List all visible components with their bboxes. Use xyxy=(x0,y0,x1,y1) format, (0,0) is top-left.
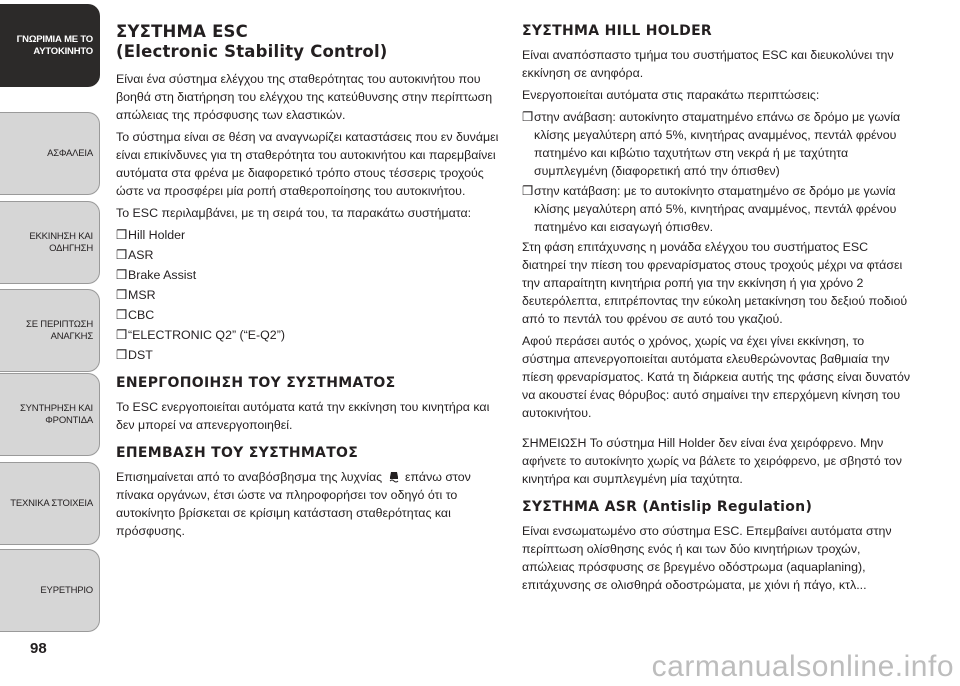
list-item: ❒ στην κατάβαση: με το αυτοκίνητο σταματημένο σε δρόμο με γωνία κλίσης μεγαλύτερη από 5%, κινητήρας αναμμένος, πεντάλ φρένου πατημένο και εισαγωγή όπισθεν. xyxy=(522,184,897,234)
tab-getting-to-know[interactable] xyxy=(0,4,100,87)
bullet-box-icon: ❒ xyxy=(522,110,534,124)
tab-maintenance[interactable] xyxy=(0,373,100,456)
tab-label: ΕΚΚΙΝΗΣΗ ΚΑΙ ΟΔΗΓΗΣΗ xyxy=(29,230,93,254)
hill-note: ΣΗΜΕΙΩΣΗ Το σύστημα Hill Holder δεν είναι ένα χειρόφρενο. Μην αφήνετε το αυτοκίνητο χωρίς να βάλετε το χειρόφρενο, με σβηστό τον κινητήρα και συμπλεγμένη μία ταχύτητα. xyxy=(522,436,902,486)
right-column xyxy=(522,22,914,598)
list-item: ❒ Hill Holder xyxy=(116,228,186,242)
hill-cases-list xyxy=(522,108,914,236)
hill-holder-heading: ΣΥΣΤΗΜΑ HILL HOLDER xyxy=(522,23,713,39)
tab-label: ΤΕΧΝΙΚΑ ΣΤΟΙΧΕΙΑ xyxy=(10,497,93,509)
bullet-box-icon: ❒ xyxy=(116,348,128,362)
tab-label: ΕΥΡΕΤΗΡΙΟ xyxy=(40,584,93,596)
bullet-box-icon: ❒ xyxy=(116,228,128,242)
list-item: ❒ ASR xyxy=(116,248,154,262)
watermark: carmanualsonline.info xyxy=(651,650,954,683)
sidebar-nav xyxy=(0,0,100,686)
hill-paragraph-1: Είναι αναπόσπαστο τμήμα του συστήματος ESC και διευκολύνει την εκκίνηση σε ανηφόρα. xyxy=(522,48,894,80)
list-item: ❒ Brake Assist xyxy=(116,268,197,282)
left-column xyxy=(116,22,502,544)
bullet-box-icon: ❒ xyxy=(522,184,534,198)
hill-paragraph-2: Ενεργοποιείται αυτόματα στις παρακάτω περιπτώσεις: xyxy=(522,88,820,102)
tab-starting-driving[interactable] xyxy=(0,201,100,284)
esc-paragraph-2: Το σύστημα είναι σε θέση να αναγνωρίζει καταστάσεις που εν δυνάμει είναι επικίνδυνες για τη σταθερότητα του αυτοκινήτου και παρεμβαίνει αυτόματα στα φρένα με διαφορετικό τρόπο στους τέσσερις τροχούς ώστε να προσφέρει μία ροπή σταθεροποίησης του αυτοκινήτου. xyxy=(116,130,499,198)
tab-label: ΣΥΝΤΗΡΗΣΗ ΚΑΙ ΦΡΟΝΤΙΔΑ xyxy=(19,402,93,426)
list-item: ❒ στην ανάβαση: αυτοκίνητο σταματημένο επάνω σε δρόμο με γωνία κλίσης μεγαλύτερη από 5%, κινητήρας αναμμένος, πεντάλ φρένου πατημένο και κιβώτιο ταχυτήτων στη νεκρά ή με ταχύτητα συμπλεγμένη (διαφορετική από την όπισθεν) xyxy=(522,110,901,178)
asr-heading: ΣΥΣΤΗΜΑ ASR (Antislip Regulation) xyxy=(522,499,813,515)
bullet-box-icon: ❒ xyxy=(116,288,128,302)
hill-paragraph-3: Στη φάση επιτάχυνσης η μονάδα ελέγχου του συστήματος ESC διατηρεί την πίεση του φρεναρίσματος στους τροχούς μέχρι να φτάσει την απαραίτητη κινητήρια ροπή για την εκκίνηση ή για χρόνο 2 δευτερόλεπτα, επιτρέποντας την εύκολη μετακίνηση του δεξιού ποδιού από το πεντάλ του φρένου σε αυτό του γκαζιού. xyxy=(522,240,908,326)
page-number: 98 xyxy=(30,640,47,657)
activation-paragraph: Το ESC ενεργοποιείται αυτόματα κατά την εκκίνηση του κινητήρα και δεν μπορεί να απενεργοποιηθεί. xyxy=(116,400,490,432)
bullet-box-icon: ❒ xyxy=(116,268,128,282)
list-item: ❒ MSR xyxy=(116,288,156,302)
intervention-paragraph: Επισημαίνεται από το αναβόσβησμα της λυχνίας επάνω στον πίνακα οργάνων, έτσι ώστε να πληροφορήσει τον οδηγό ότι το αυτοκίνητο βρίσκεται σε κρίσιμη κατάσταση σταθερότητας και πρόσφυσης. xyxy=(116,470,471,538)
list-item: ❒ DST xyxy=(116,348,153,362)
activation-heading: ΕΝΕΡΓΟΠΟΙΗΣΗ ΤΟΥ ΣΥΣΤΗΜΑΤΟΣ xyxy=(116,375,396,391)
esc-warning-light-icon xyxy=(388,471,400,483)
asr-paragraph: Είναι ενσωματωμένο στο σύστημα ESC. Επεμβαίνει αυτόματα στην περίπτωση ολίσθησης ενός ή και των δύο κινητήριων τροχών, απώλειας πρόσφυσης σε βρεγμένο οδόστρωμα (aquaplaning), επιτάχυνσης σε ολισθηρά οδοστρώματα, με χιόνι ή πάγο, κτλ... xyxy=(522,524,892,592)
tab-label: ΣΕ ΠΕΡΙΠΤΩΣΗ ΑΝΑΓΚΗΣ xyxy=(26,318,93,342)
tab-emergency[interactable] xyxy=(0,289,100,372)
tab-label: ΓΝΩΡΙΜΙΑ ΜΕ ΤΟ ΑΥΤΟΚΙΝΗΤΟ xyxy=(16,33,93,57)
list-item: ❒ “ELECTRONIC Q2” (“E-Q2”) xyxy=(116,328,285,342)
bullet-box-icon: ❒ xyxy=(116,248,128,262)
tab-index[interactable] xyxy=(0,549,100,632)
esc-paragraph-3: Το ESC περιλαμβάνει, με τη σειρά του, τα παρακάτω συστήματα: xyxy=(116,206,472,220)
esc-title-line1: ΣΥΣΤΗΜΑ ESC xyxy=(116,22,248,41)
list-item: ❒ CBC xyxy=(116,308,155,322)
tab-technical-data[interactable] xyxy=(0,462,100,545)
intervention-heading: ΕΠΕΜΒΑΣΗ ΤΟΥ ΣΥΣΤΗΜΑΤΟΣ xyxy=(116,445,359,461)
esc-paragraph-1: Είναι ένα σύστημα ελέγχου της σταθερότητας του αυτοκινήτου που βοηθά στη διατήρηση του ελέγχου της κατεύθυνσης στην περίπτωση απώλειας της πρόσφυσης των ελαστικών. xyxy=(116,72,493,122)
tab-label: ΑΣΦΑΛΕΙΑ xyxy=(47,147,93,159)
bullet-box-icon: ❒ xyxy=(116,308,128,322)
esc-systems-list xyxy=(116,226,502,364)
bullet-box-icon: ❒ xyxy=(116,328,128,342)
esc-title-line2: (Electronic Stability Control) xyxy=(116,42,388,61)
tab-safety[interactable] xyxy=(0,112,100,195)
hill-paragraph-4: Αφού περάσει αυτός ο χρόνος, χωρίς να έχει γίνει εκκίνηση, το σύστημα απενεργοποιείται αυτόματα ελευθερώνοντας βαθμιαία την πίεση φρεναρίσματος. Κατά τη διάρκεια αυτής της φάσης είναι δυνατόν να ακουστεί ένας θόρυβος: αυτό σημαίνει την επερχόμενη κίνηση του αυτοκινήτου. xyxy=(522,334,911,420)
